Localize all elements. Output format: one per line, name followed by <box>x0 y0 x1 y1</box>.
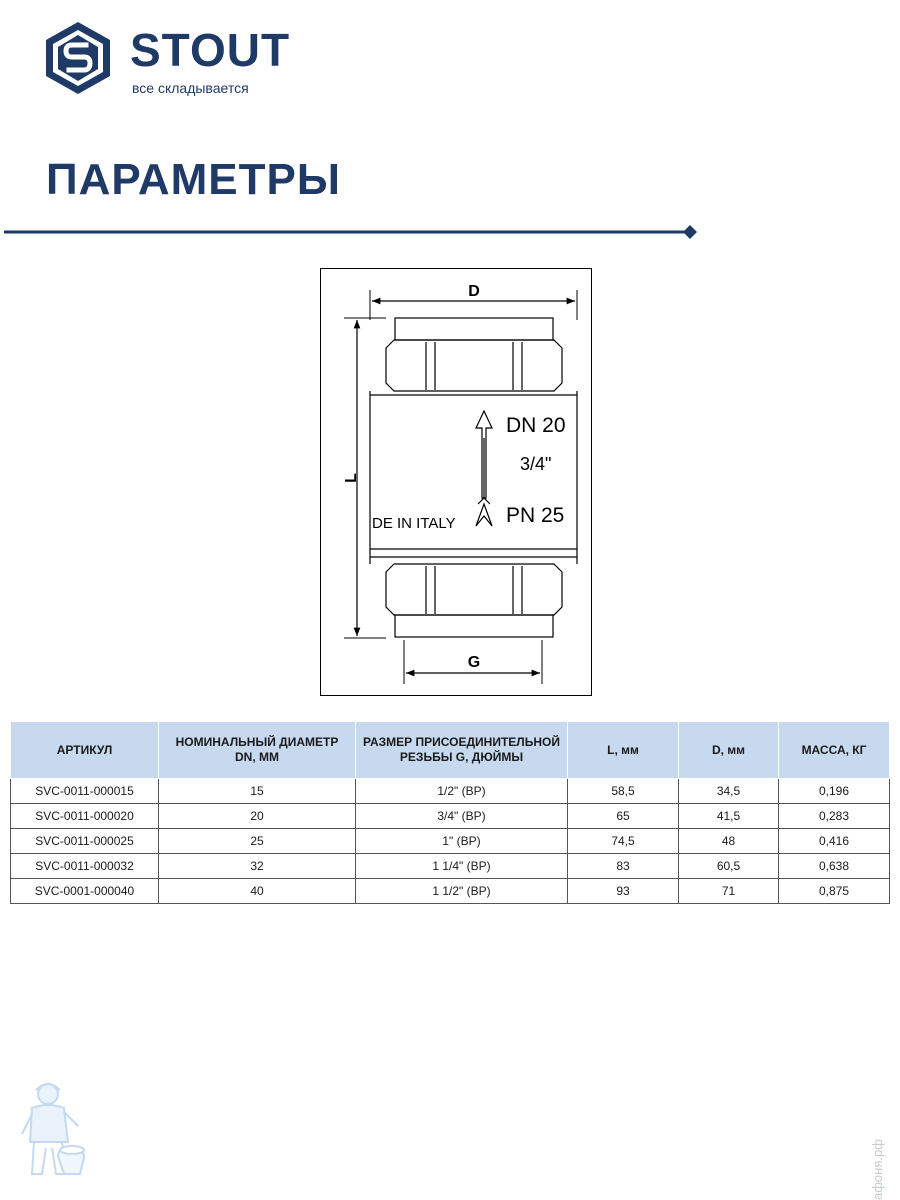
column-header-mass: МАССА, КГ <box>779 722 890 779</box>
cell-thread: 1 1/4" (ВР) <box>356 854 568 879</box>
column-header-thread: РАЗМЕР ПРИСОЕДИНИТЕЛЬНОЙ РЕЗЬБЫ G, ДЮЙМЫ <box>356 722 568 779</box>
marking-dn: DN 20 <box>506 414 566 437</box>
dimension-l-label: L <box>343 473 360 483</box>
cell-d: 34,5 <box>679 779 779 804</box>
cell-mass: 0,875 <box>779 879 890 904</box>
cell-d: 71 <box>679 879 779 904</box>
dimension-d-label: D <box>468 283 480 300</box>
cell-thread: 1/2" (ВР) <box>356 779 568 804</box>
cell-l: 58,5 <box>568 779 679 804</box>
cell-mass: 0,416 <box>779 829 890 854</box>
cell-dn: 25 <box>159 829 356 854</box>
cell-dn: 20 <box>159 804 356 829</box>
table-row <box>11 854 890 879</box>
cell-l: 83 <box>568 854 679 879</box>
column-header-article: АРТИКУЛ <box>11 722 159 779</box>
cell-d: 60,5 <box>679 854 779 879</box>
marking-origin: DE IN ITALY <box>372 515 456 532</box>
table-row <box>11 879 890 904</box>
cell-d: 48 <box>679 829 779 854</box>
spec-table <box>10 721 890 904</box>
cell-dn: 15 <box>159 779 356 804</box>
cell-article: SVC-0011-000015 <box>11 779 159 804</box>
cell-article: SVC-0011-000032 <box>11 854 159 879</box>
table-row <box>11 779 890 804</box>
dimension-g-label: G <box>467 654 481 671</box>
title-divider <box>0 222 700 242</box>
cell-l: 93 <box>568 879 679 904</box>
marking-size: 3/4" <box>520 454 552 474</box>
cell-thread: 1" (ВР) <box>356 829 568 854</box>
stout-logo-icon <box>44 20 112 96</box>
column-header-dn: НОМИНАЛЬНЫЙ ДИАМЕТР DN, ММ <box>159 722 356 779</box>
cell-mass: 0,638 <box>779 854 890 879</box>
plumber-mascot-icon <box>18 1078 88 1188</box>
table-header-row <box>11 722 890 779</box>
site-watermark: афоня.рф <box>870 1139 885 1200</box>
cell-mass: 0,196 <box>779 779 890 804</box>
cell-thread: 3/4" (ВР) <box>356 804 568 829</box>
table-row <box>11 829 890 854</box>
cell-l: 74,5 <box>568 829 679 854</box>
page-title: ПАРАМЕТРЫ <box>46 155 341 204</box>
cell-article: SVC-0011-000025 <box>11 829 159 854</box>
cell-d: 41,5 <box>679 804 779 829</box>
cell-dn: 32 <box>159 854 356 879</box>
cell-thread: 1 1/2" (ВР) <box>356 879 568 904</box>
cell-dn: 40 <box>159 879 356 904</box>
cell-l: 65 <box>568 804 679 829</box>
marking-pn: PN 25 <box>506 504 565 527</box>
cell-article: SVC-0011-000020 <box>11 804 159 829</box>
brand-name: STOUT <box>130 24 291 76</box>
table-row <box>11 804 890 829</box>
column-header-d: D, мм <box>679 722 779 779</box>
brand-tagline: все складывается <box>132 80 249 96</box>
column-header-l: L, мм <box>568 722 679 779</box>
valve-diagram <box>320 268 592 696</box>
cell-mass: 0,283 <box>779 804 890 829</box>
brand-logo <box>44 20 291 100</box>
cell-article: SVC-0001-000040 <box>11 879 159 904</box>
